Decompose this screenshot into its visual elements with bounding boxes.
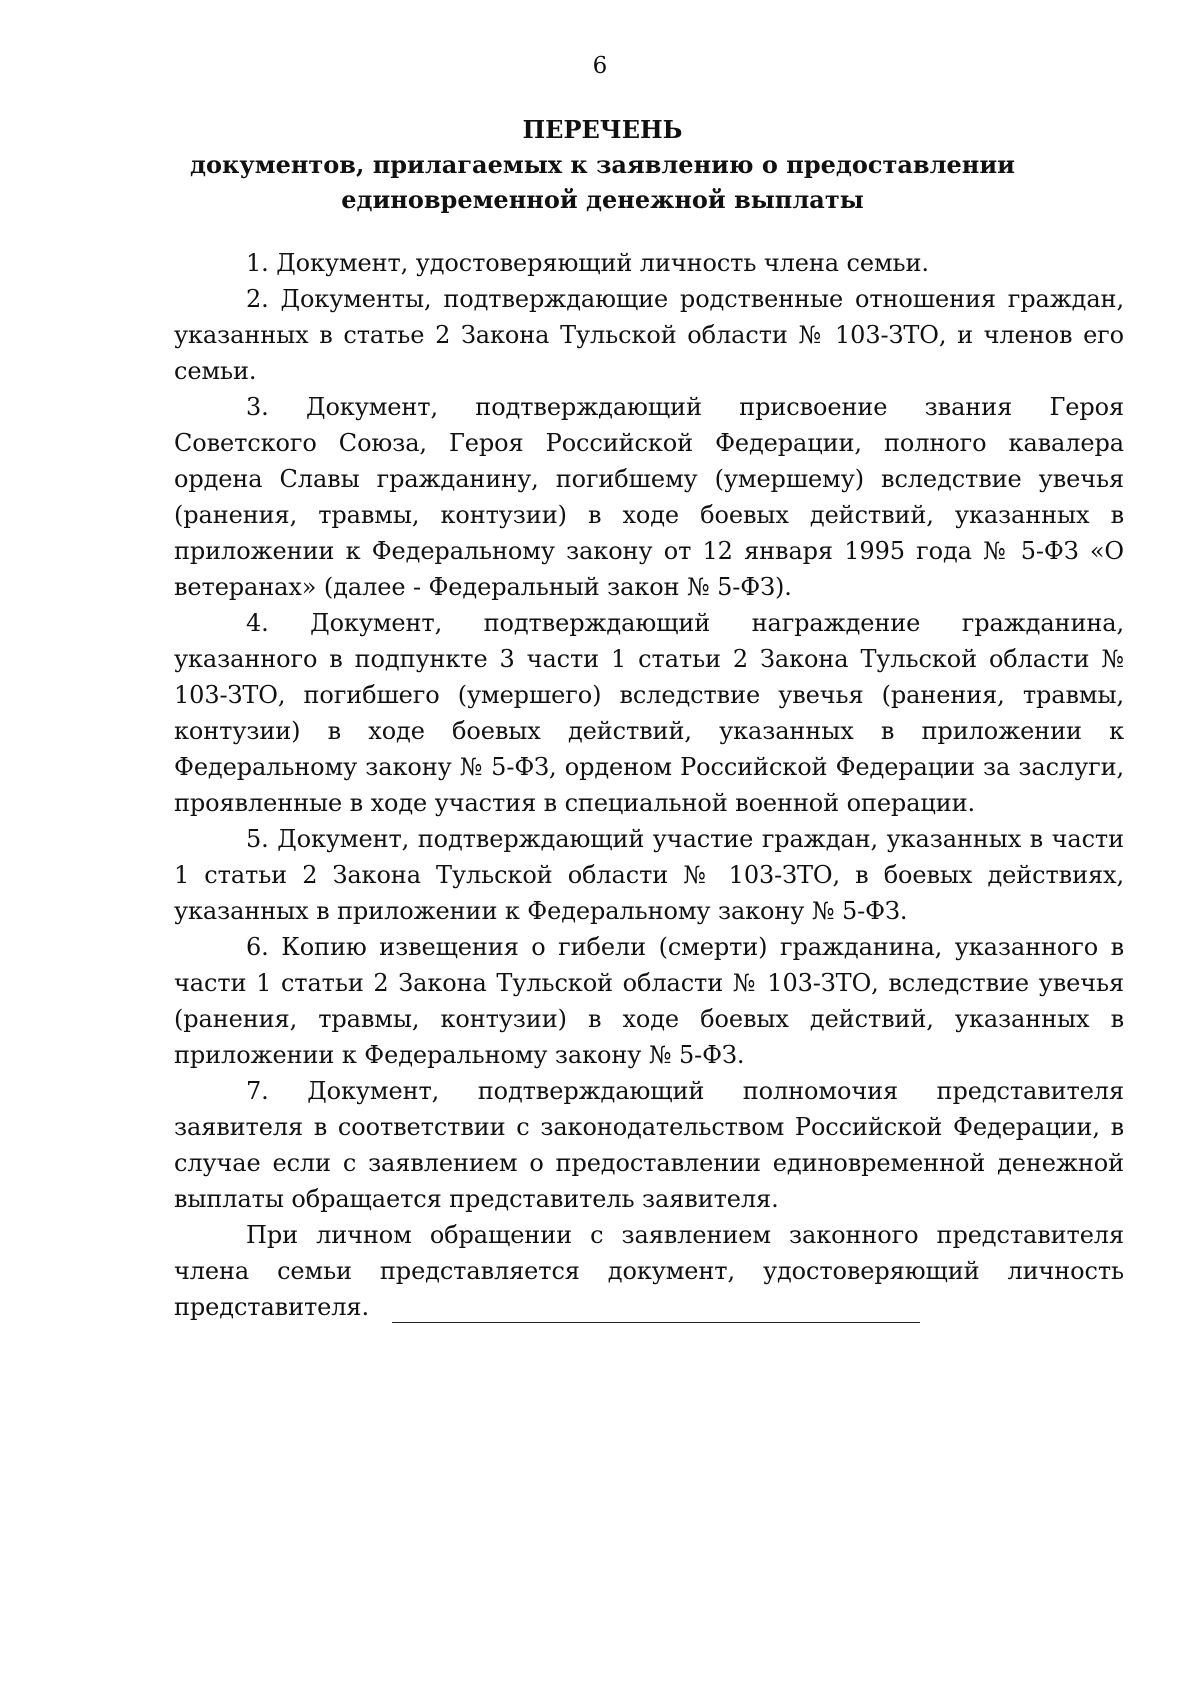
title-subheading-line-2: единовременной денежной выплаты	[341, 185, 864, 214]
title-heading: ПЕРЕЧЕНЬ	[522, 115, 683, 144]
title-subheading-line-1: документов, прилагаемых к заявлению о предоставлении	[190, 150, 1015, 179]
closing-paragraph: При личном обращении с заявлением законного представителя члена семьи представляется документ, удостоверяющий личность представителя.	[174, 1221, 1124, 1321]
list-item-3: 3. Документ, подтверждающий присвоение звания Героя Советского Союза, Героя Российской Федерации, полного кавалера ордена Славы гражданину, погибшему (умершему) вследствие увечья (ранения, травмы, контузии) в ходе боевых действий, указанных в приложении к Федеральному закону от 12 января 1995 года № 5-ФЗ «О ветеранах» (далее - Федеральный закон № 5-ФЗ).	[174, 393, 1124, 601]
page-number: 6	[592, 53, 608, 79]
document-body	[174, 245, 1124, 1325]
list-item-7: 7. Документ, подтверждающий полномочия представителя заявителя в соответствии с законодательством Российской Федерации, в случае если с заявлением о предоставлении единовременной денежной выплаты обращается представитель заявителя.	[174, 1077, 1124, 1213]
list-item-1: 1. Документ, удостоверяющий личность члена семьи.	[246, 249, 929, 277]
list-item-4: 4. Документ, подтверждающий награждение гражданина, указанного в подпункте 3 части 1 статьи 2 Закона Тульской области № 103-ЗТО, погибшего (умершего) вследствие увечья (ранения, травмы, контузии) в ходе боевых действий, указанных в приложении к Федеральному закону № 5-ФЗ, орденом Российской Федерации за заслуги, проявленные в ходе участия в специальной военной операции.	[174, 609, 1124, 817]
list-item-5: 5. Документ, подтверждающий участие граждан, указанных в части 1 статьи 2 Закона Тульской области № 103-ЗТО, в боевых действиях, указанных в приложении к Федеральному закону № 5-ФЗ.	[174, 825, 1124, 925]
list-item-2: 2. Документы, подтверждающие родственные отношения граждан, указанных в статье 2 Закона Тульской области № 103-ЗТО, и членов его семьи.	[174, 285, 1124, 385]
document-title	[160, 112, 1045, 217]
list-item-6: 6. Копию извещения о гибели (смерти) гражданина, указанного в части 1 статьи 2 Закона Тульской области № 103-ЗТО, вследствие увечья (ранения, травмы, контузии) в ходе боевых действий, указанных в приложении к Федеральному закону № 5-ФЗ.	[174, 933, 1124, 1069]
end-of-document-rule	[392, 1322, 920, 1323]
